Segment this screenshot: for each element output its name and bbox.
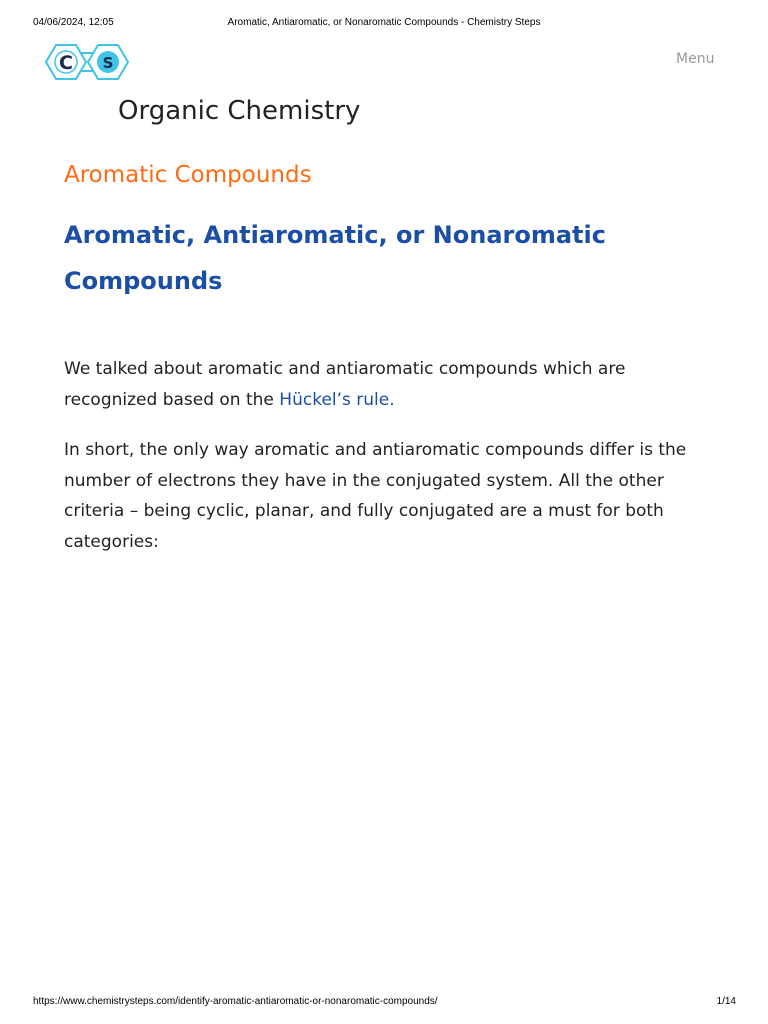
article-body <box>64 354 704 577</box>
huckel-rule-link[interactable]: Hückel’s rule. <box>279 389 395 410</box>
site-logo[interactable] <box>44 43 130 81</box>
paragraph-criteria: In short, the only way aromatic and antiaromatic compounds differ is the number of electrons they have in the conjugated system. All the other criteria – being cyclic, planar, and fully conjugated are a must for both categories: <box>64 440 687 552</box>
print-title: Aromatic, Antiaromatic, or Nonaromatic Compounds - Chemistry Steps <box>227 17 541 28</box>
logo-letter-c: C <box>59 52 73 74</box>
paragraph-intro-text: We talked about aromatic and antiaromatic compounds which are recognized based on the <box>64 359 626 410</box>
menu-button[interactable]: Menu <box>676 52 715 64</box>
print-date: 04/06/2024, 12:05 <box>33 17 114 28</box>
logo-letter-s: S <box>102 54 114 72</box>
print-page-number: 1/14 <box>716 996 736 1007</box>
page-title: Aromatic, Antiaromatic, or Nonaromatic Compounds <box>64 221 606 295</box>
site-section-title[interactable]: Organic Chemistry <box>118 96 361 126</box>
print-url: https://www.chemistrysteps.com/identify-aromatic-antiaromatic-or-nonaromatic-compounds/ <box>33 996 438 1007</box>
paragraph-intro <box>64 354 704 415</box>
category-link[interactable]: Aromatic Compounds <box>64 162 312 188</box>
logo-graphic <box>44 43 130 81</box>
